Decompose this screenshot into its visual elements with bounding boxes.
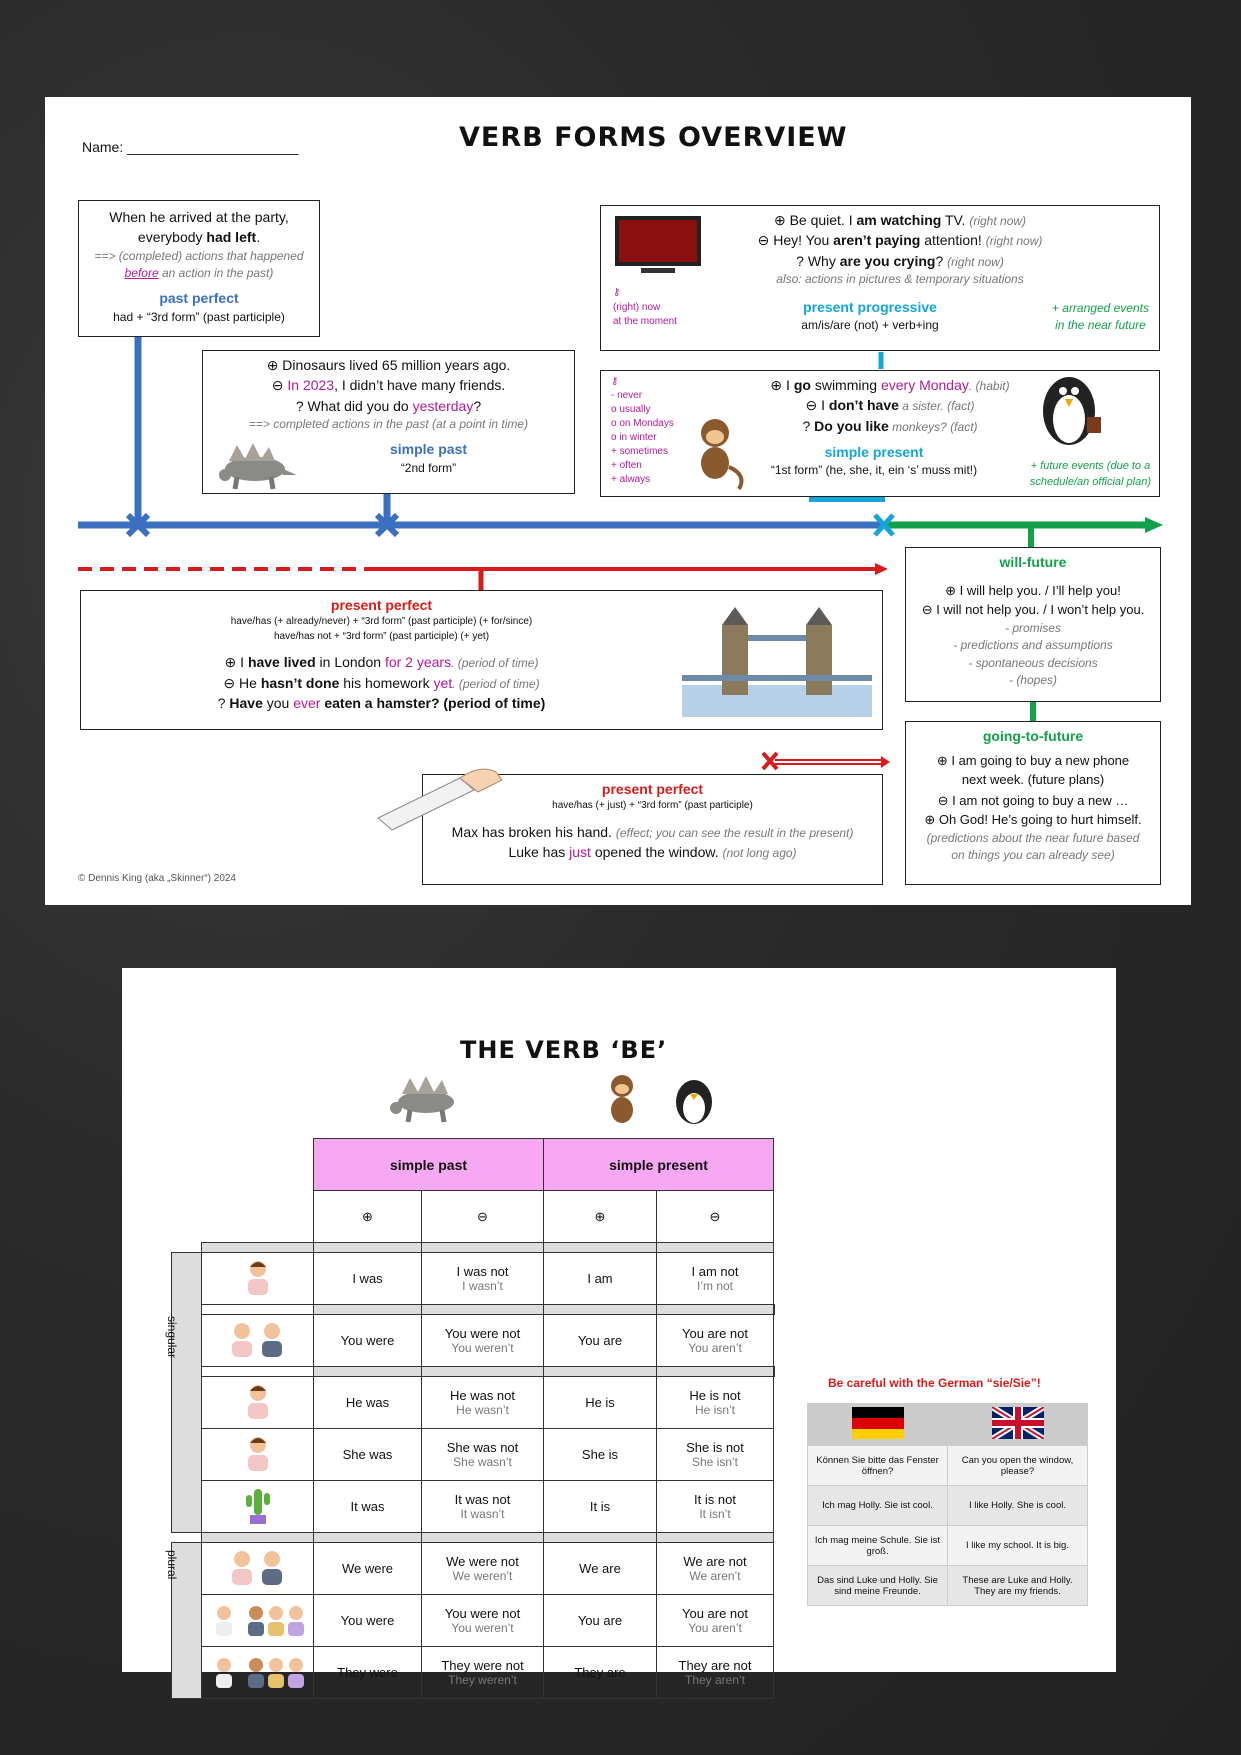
pperf2-line2: Luke has just opened the window. (not long ago): [508, 844, 797, 861]
name-field-label: Name: ______________________: [82, 139, 299, 155]
pronoun-icon: [202, 1543, 314, 1595]
past-negative-cell: We were not We weren’t: [422, 1543, 544, 1595]
goingto-line4: ⊕ Oh God! He’s going to hurt himself.: [924, 811, 1142, 827]
goingto-line2: next week. (future plans): [961, 772, 1105, 788]
present-negative-cell: You are not You aren’t: [657, 1595, 774, 1647]
monkey-icon: [685, 415, 751, 491]
present-negative-cell: I am not I’m not: [657, 1253, 774, 1305]
spres-line1: ⊕ I go swimming every Monday. (habit): [770, 377, 1010, 393]
simple-present-box: [600, 370, 1160, 497]
plus-icon: ⊕: [544, 1191, 657, 1243]
spres-label: simple present: [824, 444, 924, 461]
present-perfect-box: [80, 590, 883, 730]
will-line2: ⊖ I will not help you. / I won’t help you.: [921, 602, 1145, 618]
german-flag-icon: [808, 1404, 948, 1446]
pperf-formula1: have/has (+ already/never) + “3rd form” (past participle) (+ for/since): [230, 616, 533, 628]
will-label: will-future: [999, 554, 1067, 570]
minus-icon: ⊖: [657, 1191, 774, 1243]
goingto-note2: on things you can already see): [951, 848, 1115, 863]
table-row: [172, 1481, 775, 1533]
past-negative-cell: I was not I wasn’t: [422, 1253, 544, 1305]
will-note: - predictions and assumptions: [953, 638, 1113, 653]
sp-keywords: ⚷ - never o usually o on Mondays o in winter + sometimes + often + always: [611, 376, 674, 485]
present-negative-cell: We are not We aren’t: [657, 1543, 774, 1595]
pronoun-icon: [202, 1377, 314, 1429]
pperf-line2: ⊖ He hasn’t done his homework yet. (period of time): [223, 674, 540, 691]
penguin-icon: [670, 1072, 718, 1126]
present-negative-cell: They are not They aren’t: [657, 1647, 774, 1699]
pp-example-line2: everybody had left.: [137, 229, 261, 246]
verb-be-sheet: [122, 968, 1116, 1687]
pperf-line1: ⊕ I have lived in London for 2 years. (period of time): [224, 654, 539, 671]
table-row: [172, 1315, 775, 1367]
pperf2-formula: have/has (+ just) + “3rd form” (past participle): [552, 800, 753, 812]
english-sentence: I like Holly. She is cool.: [948, 1486, 1088, 1526]
spres-line2: ⊖ I don’t have a sister. (fact): [805, 397, 975, 414]
past-negative-cell: You were not You weren’t: [422, 1315, 544, 1367]
pronoun-icon: [202, 1647, 314, 1699]
pp-example-line1: When he arrived at the party,: [109, 209, 289, 225]
spres-line3: ? Do you like monkeys? (fact): [802, 417, 978, 434]
german-sentence: Ich mag Holly. Sie ist cool.: [808, 1486, 948, 1526]
sp-line3: ? What did you do yesterday?: [295, 397, 482, 414]
present-negative-cell: He is not He isn’t: [657, 1377, 774, 1429]
pperf-line3: ? Have you ever eaten a hamster? (period of time): [217, 695, 546, 712]
table-row: [172, 1253, 775, 1305]
verb-forms-sheet: [45, 97, 1191, 905]
german-warning: Be careful with the German “sie/Sie”!: [828, 1376, 1041, 1390]
german-english-table: [807, 1403, 1088, 1606]
monkey-icon: [602, 1072, 644, 1126]
goingto-line3: ⊖ I am not going to buy a new …: [937, 792, 1129, 808]
goingto-label: going-to-future: [982, 728, 1084, 744]
pperf2-line1: Max has broken his hand. (effect; you can see the result in the present): [451, 823, 854, 840]
present-positive-cell: It is: [544, 1481, 657, 1533]
goingto-line1: ⊕ I am going to buy a new phone: [936, 753, 1130, 769]
dinosaur-icon: [209, 439, 299, 491]
key-icon: ⚷: [613, 287, 621, 298]
key-icon: ⚷: [611, 376, 619, 387]
will-note: - (hopes): [1008, 673, 1058, 688]
table-row: [172, 1429, 775, 1481]
spres-side-note: + future events (due to a schedule/an official plan): [1029, 460, 1151, 488]
english-sentence: These are Luke and Holly. They are my friends.: [948, 1566, 1088, 1606]
past-positive-cell: She was: [314, 1429, 422, 1481]
past-negative-cell: She was not She wasn’t: [422, 1429, 544, 1481]
going-to-future-box: [905, 721, 1161, 885]
past-negative-cell: It was not It wasn’t: [422, 1481, 544, 1533]
table-row: [808, 1486, 1088, 1526]
will-note: - spontaneous decisions: [968, 655, 1098, 670]
past-positive-cell: It was: [314, 1481, 422, 1533]
present-perfect-arrow: [875, 563, 888, 575]
table-row: [172, 1543, 775, 1595]
past-positive-cell: He was: [314, 1377, 422, 1429]
prog-line2: ⊖ Hey! You aren’t paying attention! (right now): [757, 232, 1043, 249]
past-perfect-box: [78, 200, 320, 337]
sp-note: ==> completed actions in the past (at a point in time): [248, 416, 529, 431]
table-row: [172, 1595, 775, 1647]
broken-arm-icon: [370, 760, 510, 832]
pperf-formula2: have/has not + “3rd form” (past participle) (+ yet): [273, 630, 490, 642]
prog-side-note: + arranged events in the near future: [1051, 301, 1149, 333]
past-positive-cell: They were: [314, 1647, 422, 1699]
present-positive-cell: He is: [544, 1377, 657, 1429]
simple-past-box: [202, 350, 575, 494]
pronoun-icon: [202, 1429, 314, 1481]
pperf2-label: present perfect: [601, 781, 704, 797]
verb-be-table: [171, 1138, 775, 1699]
uk-flag-icon: [948, 1404, 1088, 1446]
timeline-arrow-head: [1145, 517, 1163, 533]
col-simple-present: simple present: [544, 1139, 774, 1191]
spres-formula: “1st form” (he, she, it, ein ‘s’ muss mit!): [770, 463, 978, 478]
present-negative-cell: She is not She isn’t: [657, 1429, 774, 1481]
english-sentence: Can you open the window, please?: [948, 1446, 1088, 1486]
pronoun-icon: [202, 1595, 314, 1647]
present-positive-cell: I am: [544, 1253, 657, 1305]
present-progressive-box: [600, 205, 1160, 351]
german-sentence: Können Sie bitte das Fenster öffnen?: [808, 1446, 948, 1486]
present-negative-cell: You are not You aren’t: [657, 1315, 774, 1367]
penguin-icon: [1031, 361, 1111, 449]
sheet-title: VERB FORMS OVERVIEW: [459, 122, 848, 153]
german-sentence: Ich mag meine Schule. Sie ist groß.: [808, 1526, 948, 1566]
present-positive-cell: They are: [544, 1647, 657, 1699]
prog-label: present progressive: [803, 298, 937, 315]
col-simple-past: simple past: [314, 1139, 544, 1191]
pronoun-icon: [202, 1315, 314, 1367]
prog-line1: ⊕ Be quiet. I am watching TV. (right now): [773, 212, 1027, 228]
pp-label: past perfect: [159, 290, 239, 307]
present-positive-cell: She is: [544, 1429, 657, 1481]
will-line1: ⊕ I will help you. / I’ll help you!: [945, 583, 1121, 599]
singular-label: singular: [165, 1316, 179, 1359]
past-positive-cell: We were: [314, 1543, 422, 1595]
sp-label: simple past: [389, 441, 468, 458]
present-perfect-2-cross: [763, 753, 777, 769]
english-sentence: I like my school. It is big.: [948, 1526, 1088, 1566]
pperf-label: present perfect: [330, 597, 433, 613]
pronoun-icon: [202, 1253, 314, 1305]
past-negative-cell: He was not He wasn’t: [422, 1377, 544, 1429]
prog-formula: am/is/are (not) + verb+ing: [801, 317, 939, 332]
german-sentence: Das sind Luke und Holly. Sie sind meine Freunde.: [808, 1566, 948, 1606]
sheet2-title: THE VERB ‘BE’: [460, 1036, 668, 1064]
present-positive-cell: You are: [544, 1595, 657, 1647]
table-row: [172, 1647, 775, 1699]
will-note: - promises: [1004, 620, 1061, 635]
table-row: [808, 1526, 1088, 1566]
goingto-note1: (predictions about the near future based: [926, 830, 1140, 845]
present-positive-cell: You are: [544, 1315, 657, 1367]
dinosaur-icon: [384, 1074, 464, 1124]
tower-bridge-icon: [682, 605, 872, 717]
prog-also: also: actions in pictures & temporary situations: [776, 272, 1024, 287]
past-negative-cell: They were not They weren’t: [422, 1647, 544, 1699]
sp-line1: ⊕ Dinosaurs lived 65 million years ago.: [266, 357, 511, 373]
pp-formula: had + “3rd form” (past participle): [113, 309, 285, 324]
table-row: [172, 1377, 775, 1429]
past-negative-cell: You were not You weren’t: [422, 1595, 544, 1647]
past-positive-cell: I was: [314, 1253, 422, 1305]
sp-line2: ⊖ In 2023, I didn’t have many friends.: [271, 377, 506, 394]
pp-note2: before an action in the past): [124, 265, 274, 280]
pp-note1: ==> (completed) actions that happened: [94, 248, 304, 263]
plus-icon: ⊕: [314, 1191, 422, 1243]
table-row: [808, 1446, 1088, 1486]
prog-keywords: ⚷ (right) now at the moment: [613, 287, 677, 327]
table-row: [808, 1566, 1088, 1606]
sp-formula: “2nd form”: [400, 460, 457, 475]
will-future-box: [905, 547, 1161, 702]
past-positive-cell: You were: [314, 1315, 422, 1367]
prog-line3: ? Why are you crying? (right now): [796, 252, 1004, 269]
past-positive-cell: You were: [314, 1595, 422, 1647]
present-positive-cell: We are: [544, 1543, 657, 1595]
pronoun-icon: [202, 1481, 314, 1533]
present-negative-cell: It is not It isn’t: [657, 1481, 774, 1533]
plural-label: plural: [165, 1550, 179, 1580]
copyright: © Dennis King (aka „Skinner“) 2024: [78, 873, 236, 884]
minus-icon: ⊖: [422, 1191, 544, 1243]
tv-icon: [613, 214, 705, 276]
